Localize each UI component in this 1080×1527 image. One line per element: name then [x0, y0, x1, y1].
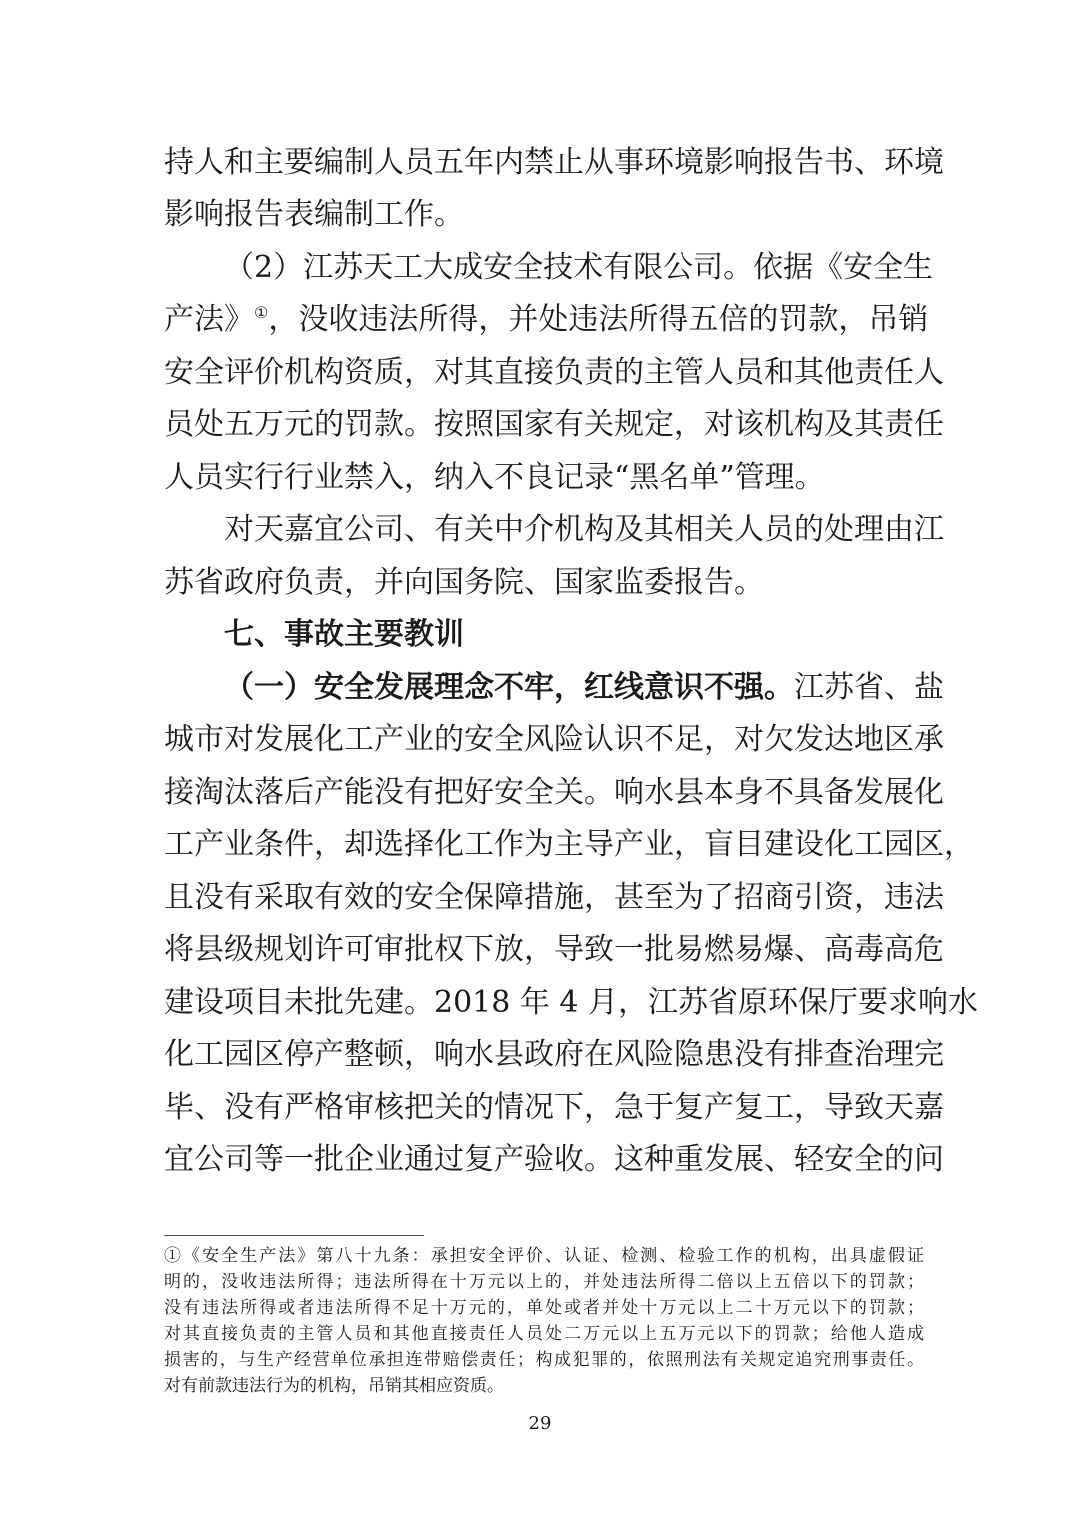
body-text-line: 城市对发展化工产业的安全风险认识不足，对欠发达地区承	[164, 722, 944, 757]
body-text-line: 且没有采取有效的安全保障措施，甚至为了招商引资，违法	[164, 880, 944, 915]
section-heading: 七、事故主要教训	[224, 617, 464, 652]
body-text-line: 工产业条件，却选择化工作为主导产业，盲目建设化工园区，	[164, 827, 974, 862]
body-text-line: 苏省政府负责，并向国务院、国家监委报告。	[164, 565, 764, 600]
footnote-separator	[164, 1235, 424, 1236]
body-text-line: 持人和主要编制人员五年内禁止从事环境影响报告书、环境	[164, 145, 944, 180]
footnote-line: 损害的，与生产经营单位承担连带赔偿责任；构成犯罪的，依照刑法有关规定追究刑事责任。	[164, 1350, 924, 1370]
body-text-fragment: 产法》	[164, 302, 254, 337]
footnote-line: 对有前款违法行为的机构，吊销其相应资质。	[164, 1376, 504, 1396]
body-text-line: 接淘汰落后产能没有把好安全关。响水县本身不具备发展化	[164, 775, 944, 810]
footnote-line: 没有违法所得或者违法所得不足十万元的，单处或者并处十万元以上二十万元以下的罚款；	[164, 1298, 924, 1318]
body-text-line: 人员实行行业禁入，纳入不良记录“黑名单”管理。	[164, 460, 825, 495]
footnote-reference-mark: ①	[254, 303, 269, 322]
body-text-line: 对天嘉宜公司、有关中介机构及其相关人员的处理由江	[224, 512, 944, 547]
body-text-line: 影响报告表编制工作。	[164, 197, 464, 232]
body-text-line: 安全评价机构资质，对其直接负责的主管人员和其他责任人	[164, 355, 944, 390]
footnote-line: 明的，没收违法所得；违法所得在十万元以上的，并处违法所得二倍以上五倍以下的罚款；	[164, 1272, 924, 1292]
body-text-line: 将县级规划许可审批权下放，导致一批易燃易爆、高毒高危	[164, 932, 944, 967]
body-text-line-with-footnote-ref	[164, 300, 929, 340]
subsection-lead: （一）安全发展理念不牢，红线意识不强。	[224, 670, 794, 705]
body-text-line: 宜公司等一批企业通过复产验收。这种重发展、轻安全的问	[164, 1142, 944, 1177]
body-text-line: 员处五万元的罚款。按照国家有关规定，对该机构及其责任	[164, 407, 944, 442]
body-text-line: 建设项目未批先建。2018 年 4 月，江苏省原环保厅要求响水	[164, 985, 979, 1020]
body-text-line: 化工园区停产整顿，响水县政府在风险隐患没有排查治理完	[164, 1037, 944, 1072]
footnote-line: ①《安全生产法》第八十九条：承担安全评价、认证、检测、检验工作的机构，出具虚假证	[164, 1246, 924, 1266]
body-text-fragment: ，没收违法所得，并处违法所得五倍的罚款，吊销	[268, 302, 929, 337]
footnote-line: 对其直接负责的主管人员和其他直接责任人员处二万元以上五万元以下的罚款；给他人造成	[164, 1324, 924, 1344]
page-number: 29	[528, 1413, 552, 1434]
body-text-line: 毕、没有严格审核把关的情况下，急于复产复工，导致天嘉	[164, 1090, 944, 1125]
body-text-fragment: 江苏省、盐	[794, 670, 944, 705]
body-text-line-with-bold-lead	[224, 668, 944, 708]
body-text-line: （2）江苏天工大成安全技术有限公司。依据《安全生	[224, 250, 934, 285]
